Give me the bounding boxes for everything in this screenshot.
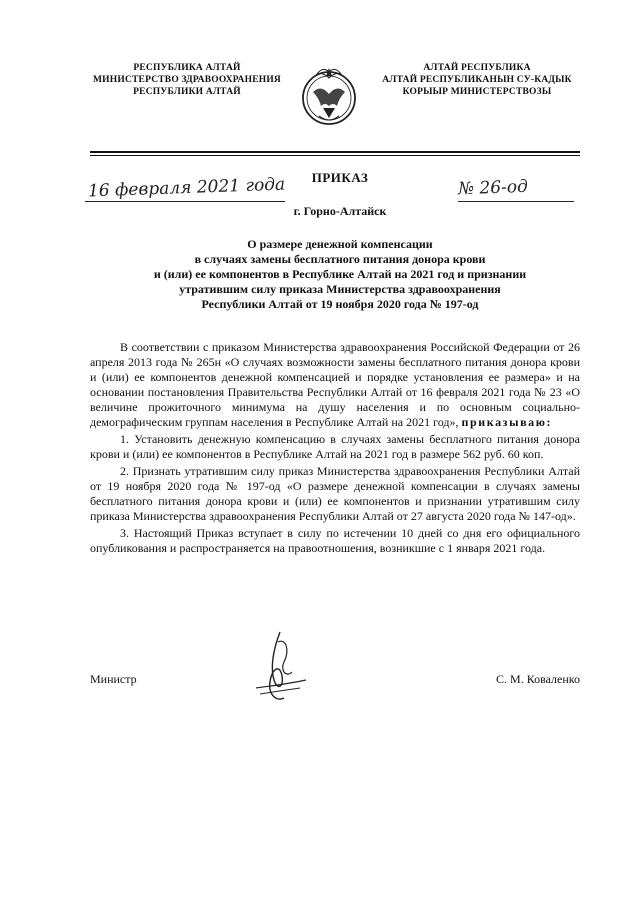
title-line-3: и (или) ее компонентов в Республике Алтай на 2021 год и признании xyxy=(153,267,527,281)
coat-of-arms-emblem-icon xyxy=(299,58,359,138)
signature-name: С. М. Коваленко xyxy=(496,672,580,686)
item-2-paragraph: 2. Признать утратившим силу приказ Министерства здравоохранения Республики Алтай от 19 ноября 2020 года № 197-од «О размере денежной компенсации в случаях замены бесплатного питания донора крови и (или) ее компонентов и признании утратившим силу приказа Министерства здравоохранения Республики Алтай от 27 августа 2020 года № 147-од». xyxy=(90,464,580,523)
header-left-line-2: МИНИСТЕРСТВО ЗДРАВООХРАНЕНИЯ xyxy=(93,75,281,85)
preamble-paragraph xyxy=(90,340,580,430)
header-left-line-3: РЕСПУБЛИКИ АЛТАЙ xyxy=(133,87,241,97)
header-right-ministry xyxy=(372,62,582,98)
header-right-line-3: КОРЫЫР МИНИСТЕРСТВОЗЫ xyxy=(402,87,552,97)
preamble-text: В соответствии с приказом Министерства здравоохранения Российской Федерации от 26 апреля 2013 года № 265н «О случаях возможности замены бесплатного питания донора крови и (или) ее компонентов денежной компенсацией и порядке установления ее размера» и на основании постановления Правительства Республики Алтай от 16 февраля 2021 года № 23 «О величине прожиточного минимума на душу населения и по основным социально-демографическим группам населения в Республике Алтай на 2021 год», xyxy=(90,340,580,429)
document-title xyxy=(80,237,600,312)
item-3-paragraph: 3. Настоящий Приказ вступает в силу по истечении 10 дней со дня его официального опубликования и распространяется на правоотношения, возникшие с 1 января 2021 года. xyxy=(90,526,580,555)
signature-role: Министр xyxy=(90,672,137,686)
title-line-2: в случаях замены бесплатного питания донора крови xyxy=(194,252,486,266)
document-body xyxy=(90,340,580,558)
header-right-line-2: АЛТАЙ РЕСПУБЛИКАНЫН СУ-КАДЫК xyxy=(382,75,572,85)
header-left-line-1: РЕСПУБЛИКА АЛТАЙ xyxy=(133,63,241,73)
document-type: ПРИКАЗ xyxy=(311,170,369,185)
document-number: № 26-од xyxy=(457,176,529,200)
header-right-line-1: АЛТАЙ РЕСПУБЛИКА xyxy=(423,63,531,73)
document-date: 16 февраля 2021 года xyxy=(87,174,286,202)
handwritten-signature-icon xyxy=(250,628,310,708)
document-city: г. Горно-Алтайск xyxy=(293,204,387,218)
order-word: приказываю: xyxy=(461,415,553,429)
title-line-5: Республики Алтай от 19 ноября 2020 года № 197-од xyxy=(201,297,479,311)
item-1-paragraph: 1. Установить денежную компенсацию в случаях замены бесплатного питания донора крови и (или) ее компонентов в Республике Алтай на 2021 год в размере 562 руб. 60 коп. xyxy=(90,432,580,461)
title-line-1: О размере денежной компенсации xyxy=(247,237,433,251)
header-divider-thick xyxy=(90,151,580,153)
date-underline xyxy=(85,201,285,202)
header-divider-thin xyxy=(90,155,580,156)
header-left-ministry xyxy=(82,62,292,98)
number-underline xyxy=(458,201,574,202)
title-line-4: утратившим силу приказа Министерства здравоохранения xyxy=(179,282,501,296)
